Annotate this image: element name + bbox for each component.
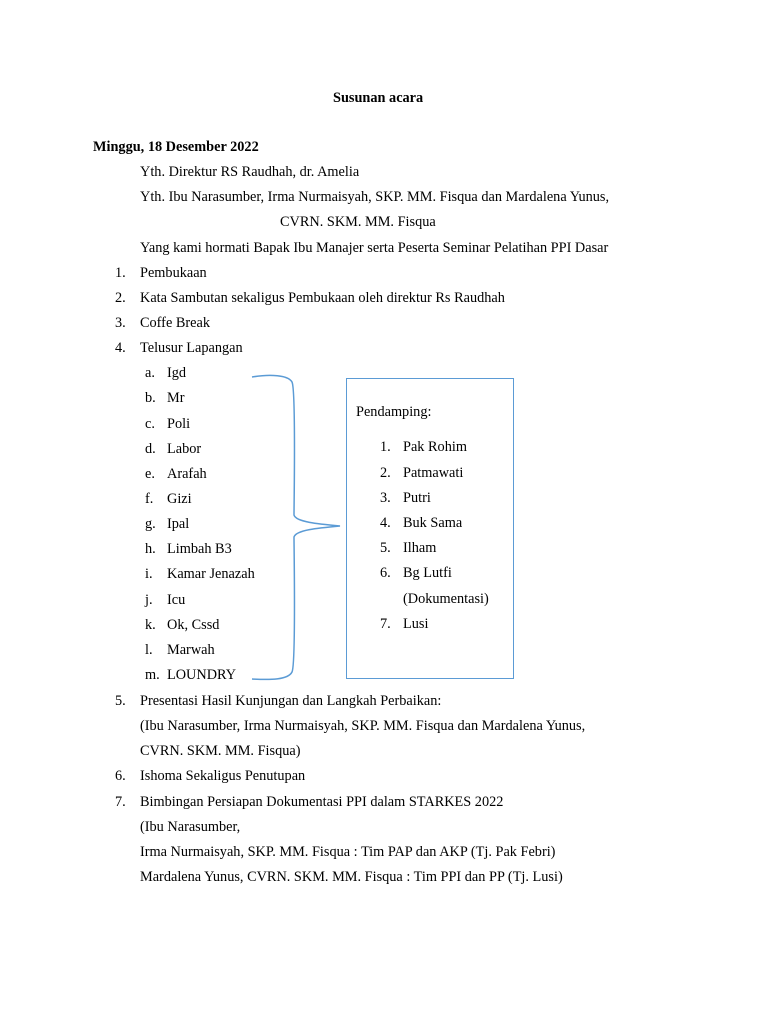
location-name: Igd: [167, 365, 187, 381]
pendamping-name: Ilham: [403, 540, 437, 556]
document-title: Susunan acara: [333, 90, 424, 106]
agenda-item: Coffe Break: [140, 315, 211, 331]
pendamping-heading: Pendamping:: [356, 404, 432, 420]
agenda-item: Presentasi Hasil Kunjungan dan Langkah Perbaikan:: [140, 693, 442, 709]
pendamping-name: Lusi: [403, 616, 429, 632]
location-name: Gizi: [167, 491, 192, 507]
location-name: Poli: [167, 416, 191, 432]
pendamping-name: Buk Sama: [403, 515, 463, 531]
location-letter: f.: [145, 491, 154, 507]
pendamping-number: 1.: [380, 439, 391, 455]
pendamping-number: 3.: [380, 490, 391, 506]
agenda-number: 3.: [115, 315, 126, 331]
location-name: Kamar Jenazah: [167, 566, 255, 582]
location-letter: j.: [145, 592, 153, 608]
location-name: Ipal: [167, 516, 190, 532]
greeting-line-continued: CVRN. SKM. MM. Fisqua: [280, 214, 436, 230]
pendamping-name: Patmawati: [403, 465, 464, 481]
agenda-number: 5.: [115, 693, 126, 709]
agenda-item-detail: CVRN. SKM. MM. Fisqua): [140, 743, 301, 759]
agenda-item-detail: (Ibu Narasumber, Irma Nurmaisyah, SKP. MM. Fisqua dan Mardalena Yunus,: [140, 718, 586, 734]
pendamping-name: Putri: [403, 490, 431, 506]
location-name: Ok, Cssd: [167, 617, 220, 633]
greeting-line: Yth. Direktur RS Raudhah, dr. Amelia: [140, 164, 360, 180]
location-name: Limbah B3: [167, 541, 232, 557]
agenda-item: Kata Sambutan sekaligus Pembukaan oleh direktur Rs Raudhah: [140, 290, 505, 306]
location-name: Labor: [167, 441, 202, 457]
location-letter: a.: [145, 365, 155, 381]
location-letter: i.: [145, 566, 153, 582]
agenda-item-detail: (Ibu Narasumber,: [140, 819, 241, 835]
location-letter: b.: [145, 390, 156, 406]
location-name: LOUNDRY: [167, 667, 237, 683]
pendamping-name: Bg Lutfi: [403, 565, 452, 581]
agenda-item: Ishoma Sekaligus Penutupan: [140, 768, 306, 784]
agenda-number: 6.: [115, 768, 126, 784]
agenda-item-detail: Irma Nurmaisyah, SKP. MM. Fisqua : Tim PAP dan AKP (Tj. Pak Febri): [140, 844, 556, 860]
agenda-number: 7.: [115, 794, 126, 810]
agenda-item-detail: Mardalena Yunus, CVRN. SKM. MM. Fisqua : Tim PPI dan PP (Tj. Lusi): [140, 869, 563, 885]
location-name: Mr: [167, 390, 185, 406]
location-letter: c.: [145, 416, 155, 432]
agenda-item: Telusur Lapangan: [140, 340, 243, 356]
location-letter: m.: [145, 667, 160, 683]
location-name: Icu: [167, 592, 186, 608]
event-date: Minggu, 18 Desember 2022: [93, 139, 259, 155]
agenda-number: 2.: [115, 290, 126, 306]
pendamping-number: 6.: [380, 565, 391, 581]
location-letter: d.: [145, 441, 156, 457]
location-letter: l.: [145, 642, 153, 658]
brace-path: [252, 375, 340, 679]
agenda-number: 4.: [115, 340, 126, 356]
pendamping-number: 4.: [380, 515, 391, 531]
pendamping-number: 5.: [380, 540, 391, 556]
agenda-item: Pembukaan: [140, 265, 207, 281]
greeting-line: Yth. Ibu Narasumber, Irma Nurmaisyah, SKP. MM. Fisqua dan Mardalena Yunus,: [140, 189, 610, 205]
greeting-line: Yang kami hormati Bapak Ibu Manajer serta Peserta Seminar Pelatihan PPI Dasar: [140, 240, 609, 256]
location-letter: e.: [145, 466, 155, 482]
location-letter: g.: [145, 516, 156, 532]
agenda-item: Bimbingan Persiapan Dokumentasi PPI dalam STARKES 2022: [140, 794, 504, 810]
location-letter: k.: [145, 617, 156, 633]
location-name: Marwah: [167, 642, 215, 658]
pendamping-name: Pak Rohim: [403, 439, 467, 455]
location-name: Arafah: [167, 466, 207, 482]
agenda-number: 1.: [115, 265, 126, 281]
pendamping-number: 2.: [380, 465, 391, 481]
location-letter: h.: [145, 541, 156, 557]
pendamping-note: (Dokumentasi): [403, 591, 489, 607]
pendamping-number: 7.: [380, 616, 391, 632]
